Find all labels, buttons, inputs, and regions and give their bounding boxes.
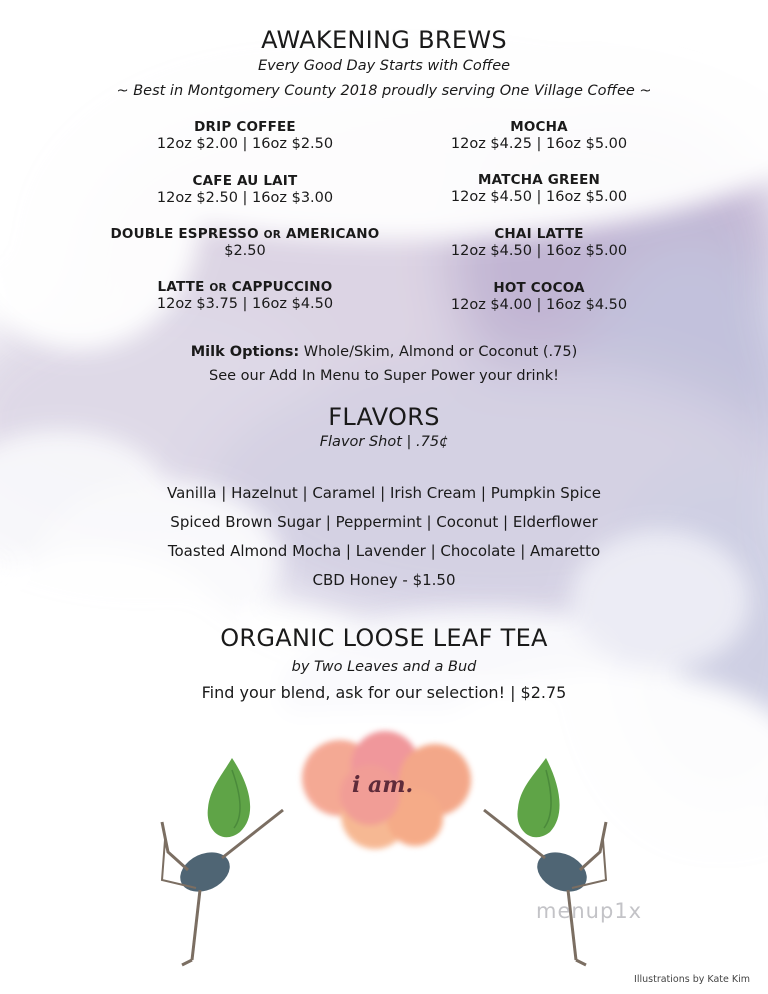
item-name: HOT COCOA (493, 280, 585, 296)
cloud-script-text: i am. (352, 772, 414, 798)
item-name-or: OR (263, 229, 282, 241)
item-name: DRIP COFFEE (194, 119, 296, 135)
tea-title: ORGANIC LOOSE LEAF TEA (220, 624, 548, 652)
menu-item (80, 226, 410, 259)
flavor-list-line: Toasted Almond Mocha | Lavender | Chocolate | Amaretto (167, 542, 601, 560)
item-price: 12oz $2.50 | 16oz $3.00 (156, 190, 334, 206)
menu-item (80, 119, 410, 152)
item-price: 12oz $3.75 | 16oz $4.50 (156, 296, 334, 312)
menu-item (374, 226, 704, 259)
item-name (80, 226, 410, 242)
illustration-credit: Illustrations by Kate Kim (634, 974, 750, 985)
item-name-part: AMERICANO (286, 226, 380, 242)
item-price: 12oz $2.00 | 16oz $2.50 (156, 136, 334, 152)
flavors-title: FLAVORS (328, 403, 440, 431)
flavor-shot-price: Flavor Shot | .75¢ (319, 434, 449, 450)
item-name: MATCHA GREEN (477, 172, 600, 188)
item-name-part: CAPPUCCINO (231, 279, 333, 295)
item-name: CHAI LATTE (494, 226, 584, 242)
item-name-part: LATTE (157, 279, 205, 295)
item-name (80, 279, 410, 295)
menu-item (80, 279, 410, 312)
menu-item (374, 280, 704, 313)
menu-item (374, 172, 704, 205)
menu-item (374, 119, 704, 152)
item-price: 12oz $4.50 | 16oz $5.00 (450, 189, 628, 205)
tea-supplier: by Two Leaves and a Bud (291, 659, 477, 675)
menu-item (80, 173, 410, 206)
milk-options (0, 344, 768, 360)
item-name-part: DOUBLE ESPRESSO (110, 226, 259, 242)
item-price: $2.50 (224, 243, 266, 259)
watermark: menup1x (536, 899, 643, 923)
item-name: MOCHA (510, 119, 568, 135)
item-price: 12oz $4.00 | 16oz $4.50 (450, 297, 628, 313)
page-title: AWAKENING BREWS (261, 26, 507, 54)
milk-options-label: Milk Options: (190, 344, 300, 360)
subtitle: ~ Best in Montgomery County 2018 proudly serving One Village Coffee ~ (116, 83, 652, 99)
tea-offer: Find your blend, ask for our selection! | $2.75 (201, 683, 567, 702)
milk-options-text: Whole/Skim, Almond or Coconut (.75) (299, 344, 578, 360)
item-name-or: OR (209, 282, 227, 294)
flavor-list-line: Vanilla | Hazelnut | Caramel | Irish Cream | Pumpkin Spice (167, 484, 601, 502)
add-in-note: See our Add In Menu to Super Power your drink! (209, 368, 559, 384)
flavor-list-line: CBD Honey - $1.50 (312, 571, 456, 589)
flavor-list-line: Spiced Brown Sugar | Peppermint | Coconut | Elderflower (170, 513, 598, 531)
tagline: Every Good Day Starts with Coffee (257, 58, 511, 74)
item-name: CAFE AU LAIT (192, 173, 298, 189)
item-price: 12oz $4.50 | 16oz $5.00 (450, 243, 628, 259)
item-price: 12oz $4.25 | 16oz $5.00 (450, 136, 628, 152)
